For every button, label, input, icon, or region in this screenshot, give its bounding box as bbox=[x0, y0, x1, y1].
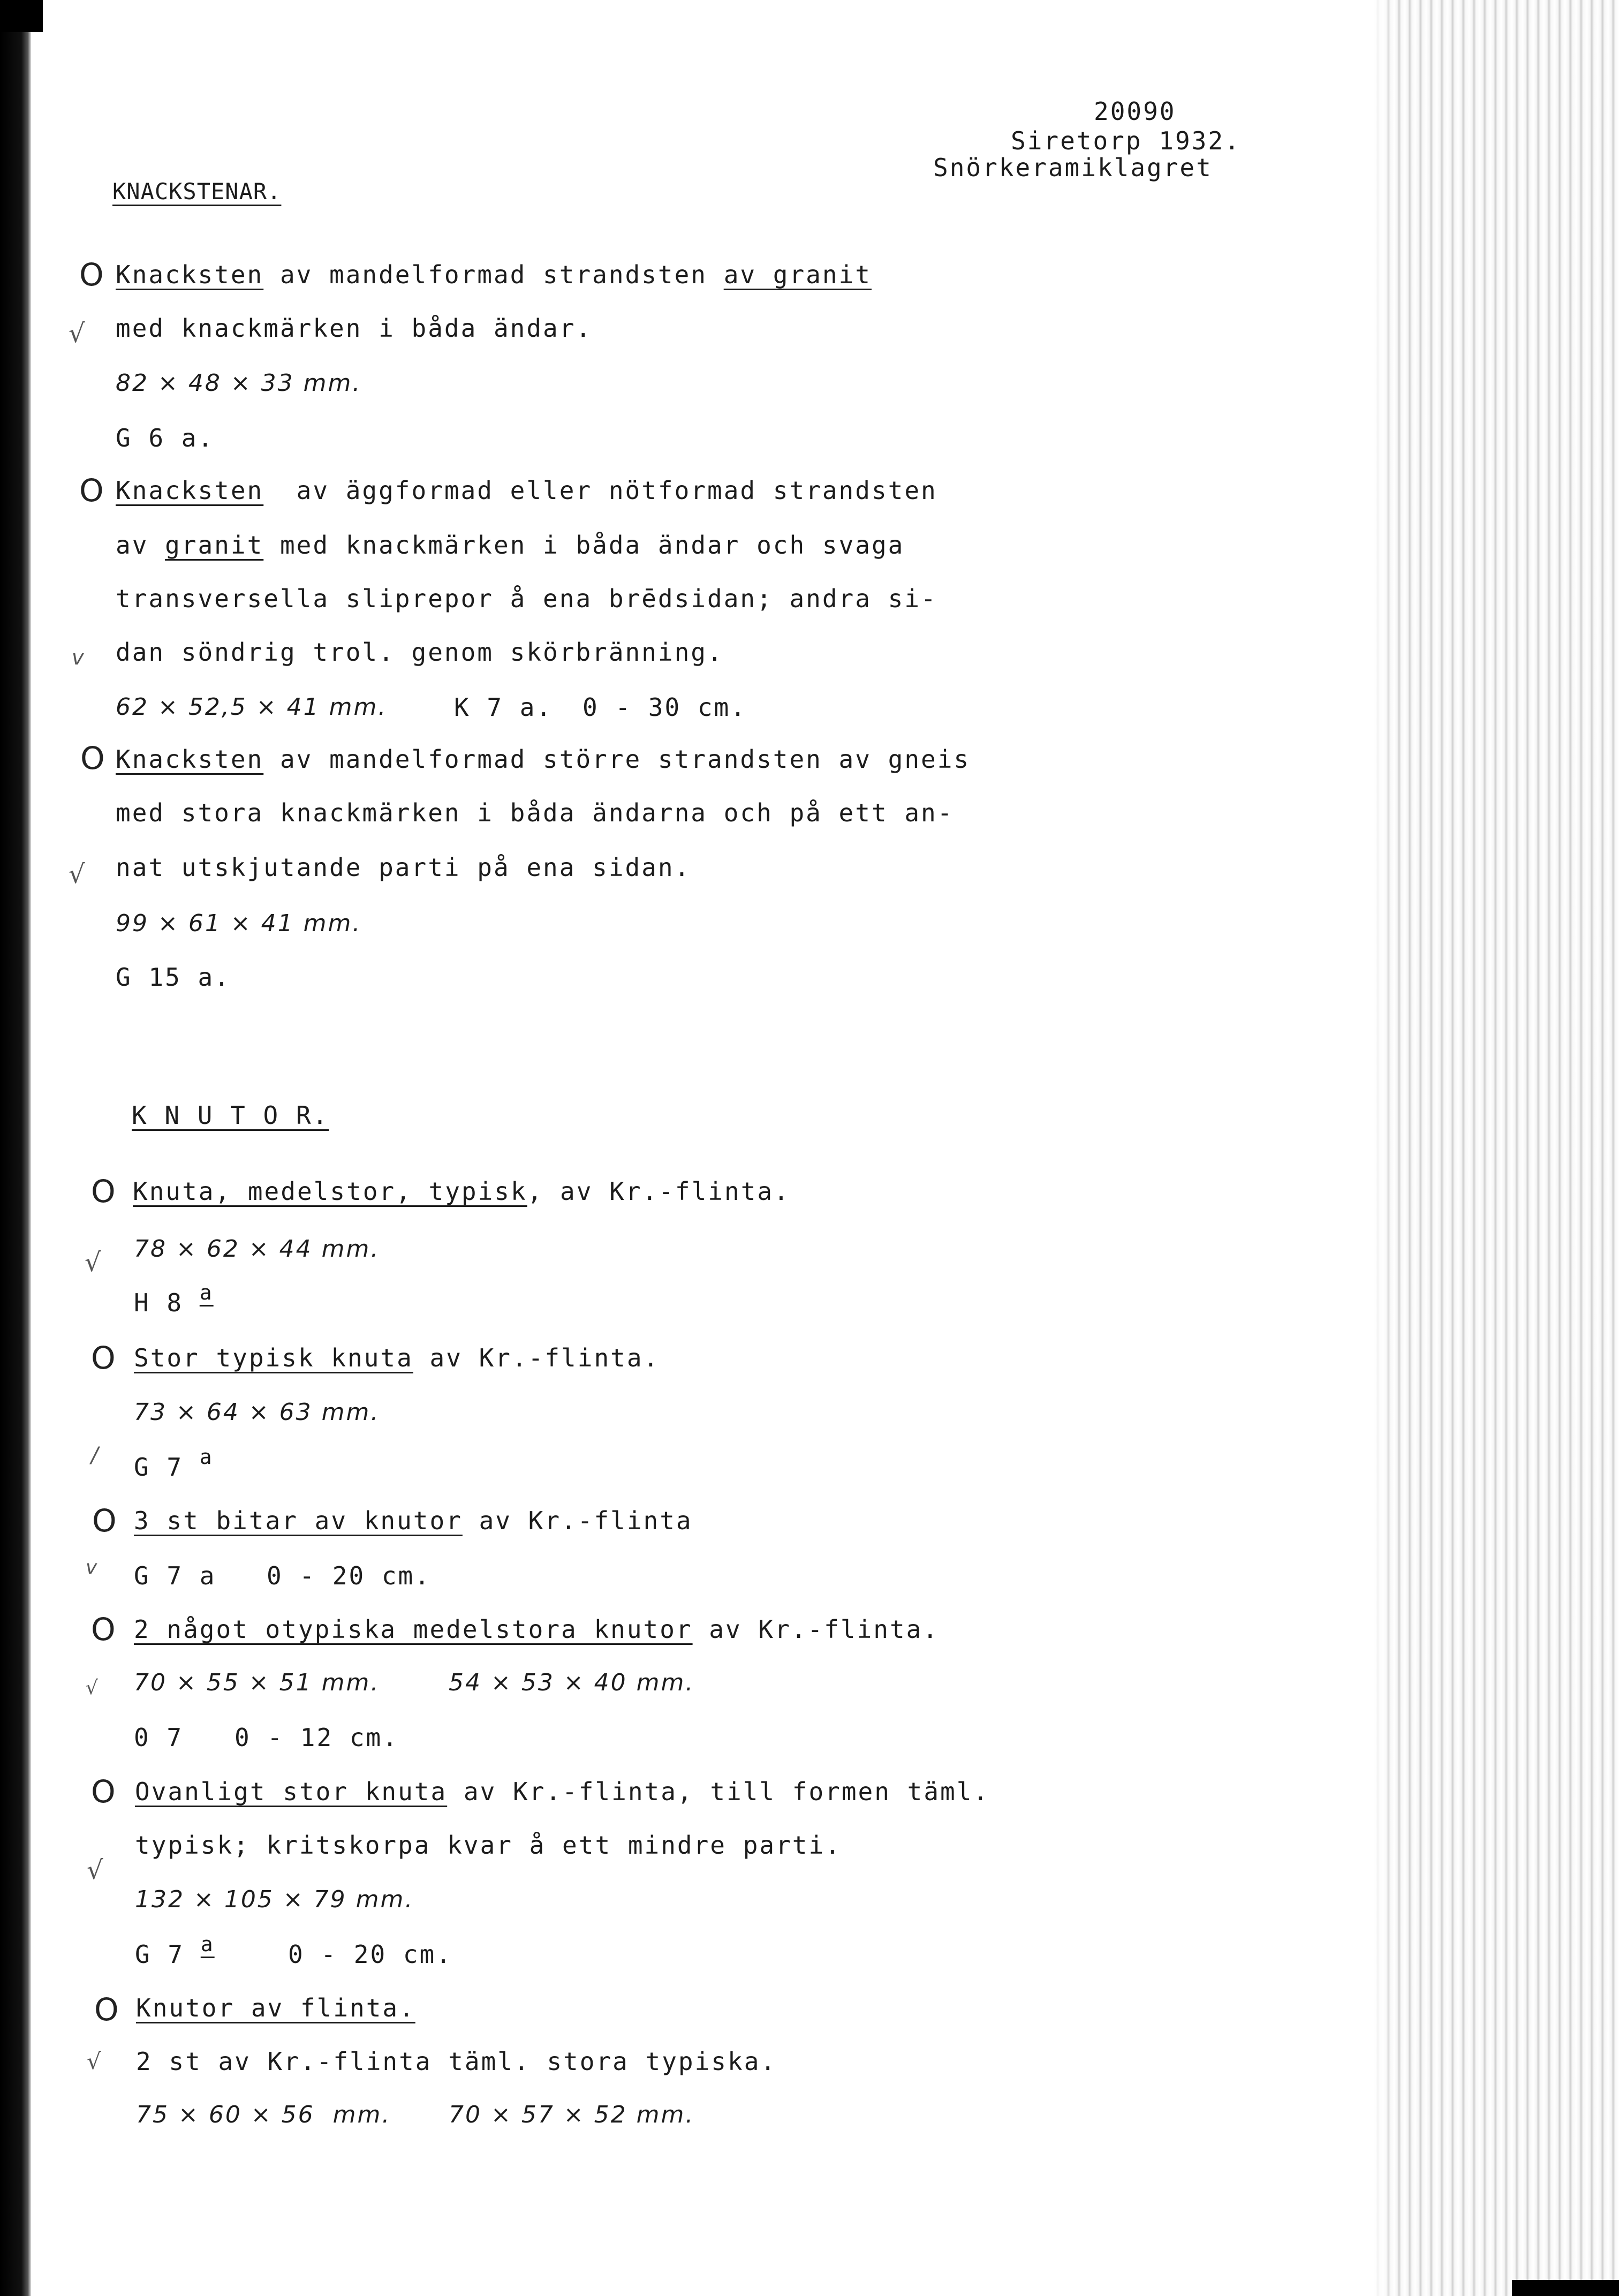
catalog-number: 20090 bbox=[1094, 97, 1176, 126]
catalog-page bbox=[31, 0, 1341, 2296]
check-mark: √ bbox=[85, 1248, 101, 1278]
site-year: Siretorp 1932. bbox=[1011, 126, 1241, 155]
item-entry bbox=[134, 1614, 939, 1644]
item-material: av granit bbox=[723, 260, 872, 289]
item-grid-ref: G 7 $^a$ bbox=[134, 1445, 214, 1482]
item-name: 2 något otypiska medelstora knutor bbox=[134, 1615, 693, 1644]
item-entry bbox=[134, 1506, 693, 1536]
item-dimensions: 78 × 62 × 44 mm. bbox=[134, 1235, 380, 1263]
item-dimensions: 73 × 64 × 63 mm. bbox=[134, 1399, 380, 1426]
check-mark: √ bbox=[87, 2048, 101, 2074]
item-entry bbox=[133, 1176, 790, 1206]
item-description-line: dan söndrig trol. genom skörbränning. bbox=[116, 638, 724, 667]
item-entry bbox=[116, 475, 937, 505]
item-dimensions-second: 54 × 53 × 40 mm. bbox=[449, 1669, 695, 1696]
item-name: Knuta, medelstor, typisk bbox=[133, 1177, 527, 1206]
circle-mark: O bbox=[92, 1502, 117, 1539]
circle-mark: O bbox=[91, 1340, 116, 1376]
section-title-knutor: K N U T O R. bbox=[132, 1101, 329, 1130]
item-grid-ref: H 8 $^a$ bbox=[134, 1281, 214, 1317]
item-grid-ref: G 7 $^a$ bbox=[135, 1932, 215, 1969]
item-grid-ref: 0 7 bbox=[134, 1723, 184, 1752]
circle-mark: O bbox=[94, 1991, 119, 2028]
item-entry bbox=[134, 1343, 660, 1373]
item-description-line: 2 st av Kr.-flinta täml. stora typiska. bbox=[136, 2047, 777, 2076]
item-description: av Kr.-flinta, till formen täml. bbox=[447, 1777, 990, 1806]
item-entry bbox=[136, 1993, 415, 2023]
layer-name: Snörkeramiklagret bbox=[933, 153, 1213, 182]
circle-mark: O bbox=[91, 1611, 116, 1648]
item-description-line: nat utskjutande parti på ena sidan. bbox=[116, 853, 691, 882]
item-description: av mandelformad strandsten bbox=[263, 260, 724, 289]
item-description: av Kr.-flinta bbox=[462, 1506, 693, 1535]
item-material: granit bbox=[165, 531, 264, 560]
scan-corner-bottom bbox=[1512, 2280, 1619, 2296]
item-depth: 0 - 20 cm. bbox=[267, 1561, 431, 1590]
item-grid-ref: G 7 a bbox=[134, 1561, 216, 1590]
item-description: av mandelformad större strandsten av gneis bbox=[263, 745, 971, 774]
item-dimensions: 75 × 60 × 56 mm. bbox=[136, 2101, 391, 2128]
item-name: Knacksten bbox=[116, 476, 264, 505]
item-description-line: med stora knackmärken i båda ändarna och på ett an- bbox=[116, 798, 954, 827]
check-mark: √ bbox=[69, 319, 85, 349]
item-dimensions: 132 × 105 × 79 mm. bbox=[135, 1886, 414, 1913]
item-depth: 0 - 20 cm. bbox=[288, 1940, 452, 1969]
binding-edge bbox=[0, 0, 31, 2296]
item-description-line: transversella sliprepor å ena brēdsidan; andra si- bbox=[116, 584, 937, 613]
check-mark: √ bbox=[87, 1855, 103, 1885]
item-name: Knacksten bbox=[116, 745, 264, 774]
item-grid-ref: K 7 a. bbox=[454, 693, 553, 722]
tick-mark: v bbox=[86, 1557, 97, 1578]
item-name: Ovanligt stor knuta bbox=[135, 1777, 448, 1806]
item-name: Knutor av flinta. bbox=[136, 1993, 415, 2022]
item-entry bbox=[116, 744, 970, 774]
circle-mark: O bbox=[91, 1173, 116, 1210]
item-name: 3 st bitar av knutor bbox=[134, 1506, 463, 1535]
item-grid-ref: G 15 a. bbox=[116, 963, 231, 992]
check-mark: √ bbox=[69, 859, 85, 889]
item-grid-ref: G 6 a. bbox=[116, 424, 215, 452]
item-dimensions: 99 × 61 × 41 mm. bbox=[116, 910, 362, 937]
circle-mark: O bbox=[79, 256, 104, 293]
item-description: av äggformad eller nötformad strandsten bbox=[263, 476, 937, 505]
tick-mark: v bbox=[72, 646, 84, 669]
item-name: Stor typisk knuta bbox=[134, 1343, 413, 1372]
section-title-knackstenar: KNACKSTENAR. bbox=[112, 178, 282, 205]
circle-mark: O bbox=[80, 740, 105, 776]
tick-mark: / bbox=[91, 1443, 99, 1468]
item-description: av Kr.-flinta. bbox=[413, 1343, 660, 1372]
item-dimensions: 70 × 55 × 51 mm. bbox=[134, 1669, 380, 1696]
item-description: , av Kr.-flinta. bbox=[527, 1177, 790, 1206]
check-mark: √ bbox=[86, 1677, 98, 1699]
item-depth: 0 - 30 cm. bbox=[582, 693, 747, 722]
circle-mark: O bbox=[79, 472, 104, 509]
stacked-page-edges bbox=[1373, 0, 1619, 2296]
item-description: av Kr.-flinta. bbox=[692, 1615, 940, 1644]
item-dimensions: 62 × 52,5 × 41 mm. bbox=[116, 693, 388, 721]
item-entry bbox=[116, 260, 872, 290]
item-dimensions: 82 × 48 × 33 mm. bbox=[116, 369, 362, 397]
item-depth: 0 - 12 cm. bbox=[234, 1723, 399, 1752]
circle-mark: O bbox=[91, 1773, 116, 1810]
item-dimensions-second: 70 × 57 × 52 mm. bbox=[449, 2101, 695, 2128]
item-description-line: av granit med knackmärken i båda ändar och svaga bbox=[116, 531, 905, 560]
item-description-line: med knackmärken i båda ändar. bbox=[116, 314, 593, 343]
item-name: Knacksten bbox=[116, 260, 264, 289]
item-entry bbox=[135, 1777, 989, 1807]
item-description-line: typisk; kritskorpa kvar å ett mindre parti. bbox=[135, 1831, 842, 1860]
